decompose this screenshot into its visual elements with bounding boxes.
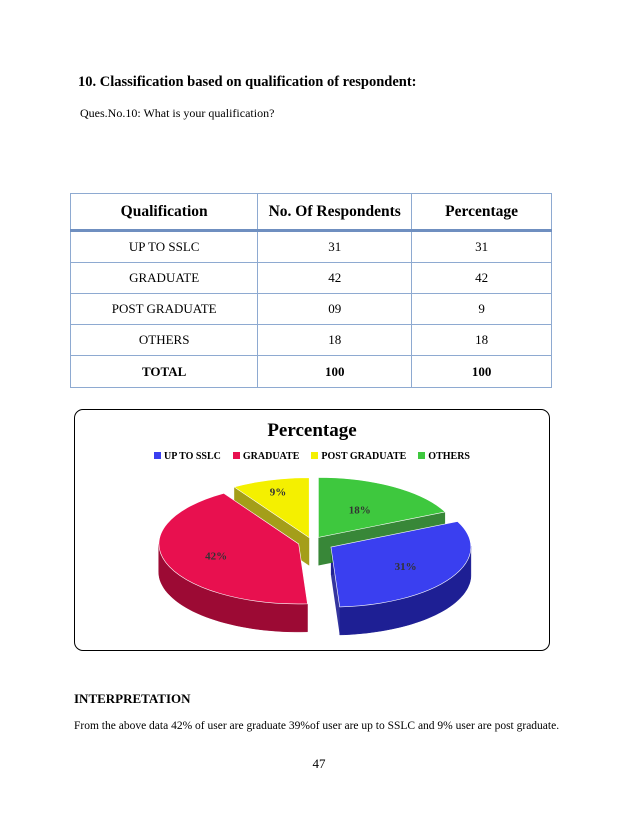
table-row [71,294,552,325]
cell-percentage: 18 [412,325,552,356]
table-header-row [71,194,552,231]
pie-data-label: 42% [205,550,228,563]
section-heading: 10. Classification based on qualification of respondent: [78,74,417,90]
cell-qualification: GRADUATE [71,263,258,294]
table-row [71,325,552,356]
page-number: 47 [312,756,326,771]
pie-data-label: 18% [348,504,371,517]
header-respondents: No. Of Respondents [258,194,412,231]
legend-item [154,451,221,462]
cell-respondents: 42 [258,263,412,294]
legend-label: UP TO SSLC [164,451,221,462]
cell-percentage: 42 [412,263,552,294]
header-qualification: Qualification [71,194,258,231]
legend-item [311,451,406,462]
cell-respondents: 09 [258,294,412,325]
legend-swatch [154,452,161,459]
cell-respondents: 18 [258,325,412,356]
legend-label: GRADUATE [242,451,300,462]
legend-swatch [311,452,318,459]
legend-swatch [418,452,425,459]
pie-data-label: 9% [269,486,287,499]
header-percentage: Percentage [412,194,552,231]
legend-swatch [233,452,240,459]
cell-qualification: OTHERS [71,325,258,356]
qualification-table [70,193,552,388]
table-row [71,263,552,294]
chart-legend [75,451,549,462]
cell-respondents: 31 [258,231,412,263]
question-text: Ques.No.10: What is your qualification? [80,106,275,120]
total-label: TOTAL [71,356,258,388]
cell-qualification: UP TO SSLC [71,231,258,263]
pie-chart-canvas [75,410,549,650]
pie-chart [74,409,550,651]
cell-percentage: 9 [412,294,552,325]
legend-item [233,451,299,462]
cell-percentage: 31 [412,231,552,263]
cell-qualification: POST GRADUATE [71,294,258,325]
total-percentage: 100 [412,356,552,388]
pie-data-label: 31% [394,561,417,573]
interpretation-text: From the above data 42% of user are graduate 39%of user are up to SSLC and 9% user are post graduate. [74,720,560,732]
table-total-row [71,356,552,388]
legend-item [418,451,470,462]
legend-label: OTHERS [428,451,470,462]
total-respondents: 100 [258,356,412,388]
legend-label: POST GRADUATE [321,451,407,462]
table-row [71,231,552,263]
chart-title: Percentage [267,420,357,441]
interpretation-heading: INTERPRETATION [74,691,191,706]
